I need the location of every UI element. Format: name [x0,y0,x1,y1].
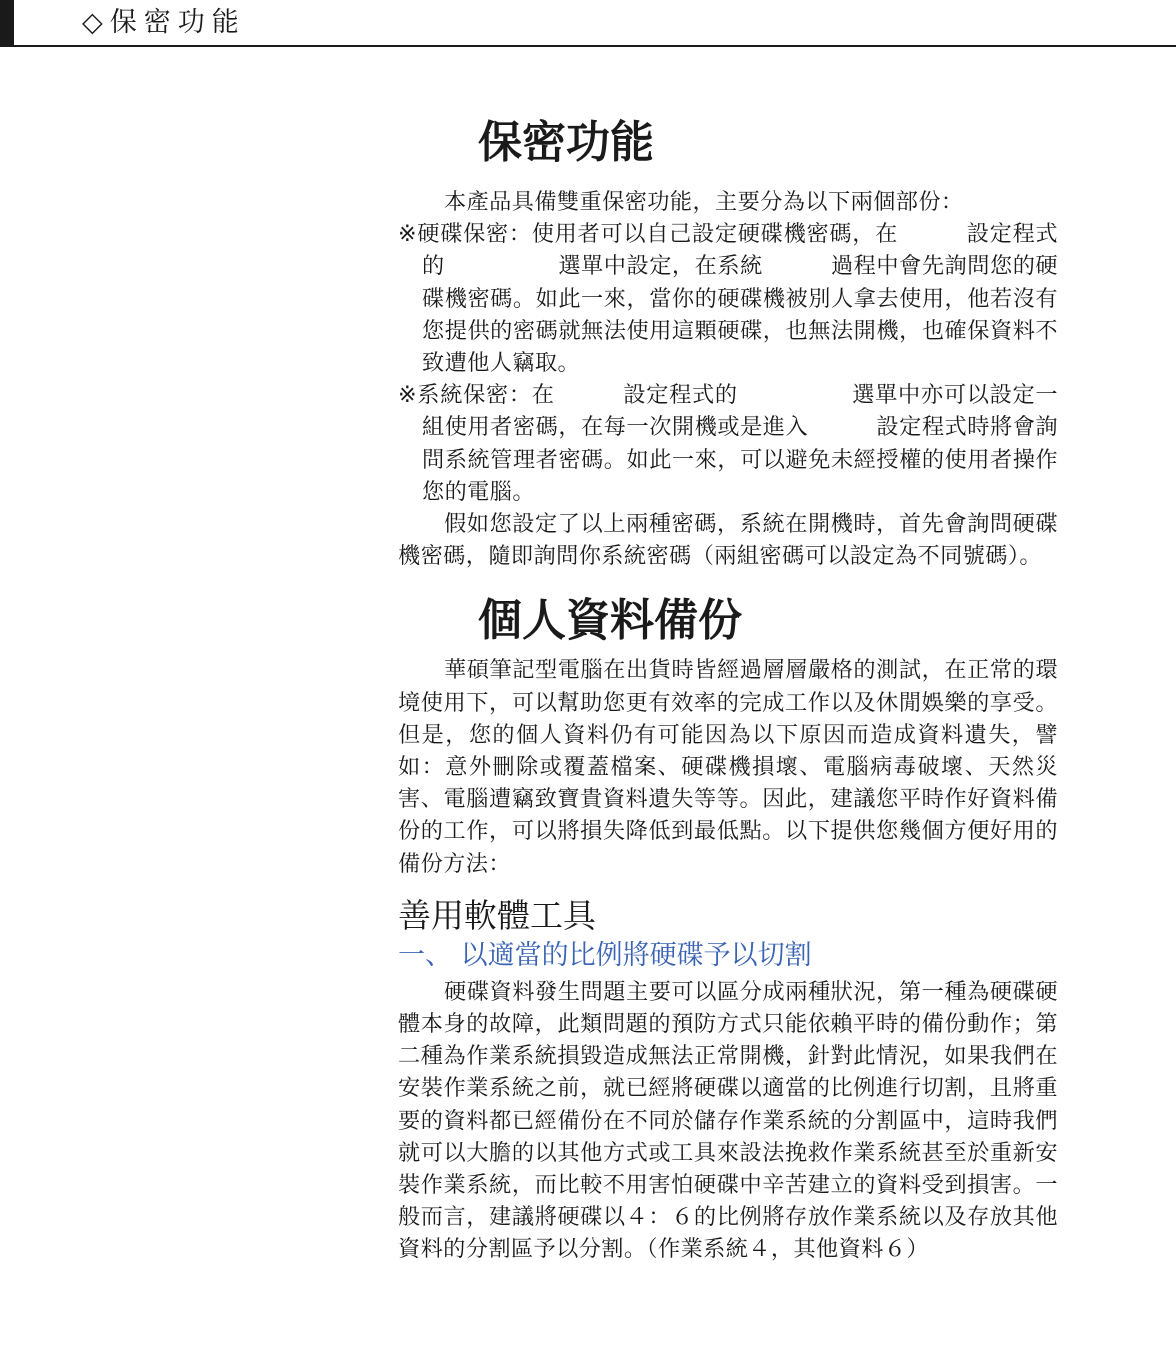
main-content [398,110,1058,1266]
section-title-security: 保密功能 [478,117,654,168]
note-hdd-password: ※硬碟保密：使用者可以自己設定硬碟機密碼，在 設定程式的 選單中設定，在系統 過程中會先詢問您的硬碟機密碼。如此一來，當你的硬碟機被別人拿去使用，他若沒有您提供的密碼就無法使用這顆硬碟，也無法開機，也確保資料不致遭他人竊取。 [398,221,1058,377]
item-title-partition: 一、 以適當的比例將硬碟予以切割 [398,939,812,971]
subsection-title-software: 善用軟體工具 [398,895,596,935]
header-marker [0,0,14,47]
security-intro: 本產品具備雙重保密功能，主要分為以下兩個部份： [444,189,964,215]
header-title: ◇保密功能 [82,7,246,38]
page-header [0,0,1176,47]
note-system-password: ※系統保密：在 設定程式的 選單中亦可以設定一組使用者密碼，在每一次開機或是進入 設定程式時將會詢問系統管理者密碼。如此一來，可以避免未經授權的使用者操作您的電腦。 [398,382,1058,505]
backup-intro: 華碩筆記型電腦在出貨時皆經過層層嚴格的測試，在正常的環境使用下，可以幫助您更有效率的完成工作以及休閒娛樂的享受。但是，您的個人資料仍有可能因為以下原因而造成資料遺失，譬如：意外刪除或覆蓋檔案、硬碟機損壞、電腦病毒破壞、天然災害、電腦遭竊致寶貴資料遺失等等。因此，建議您平時作好資料備份的工作，可以將損失降低到最低點。以下提供您幾個方便好用的備份方法： [398,657,1058,877]
partition-body: 硬碟資料發生問題主要可以區分成兩種狀況，第一種為硬碟硬體本身的故障，此類問題的預防方式只能依賴平時的備份動作；第二種為作業系統損毀造成無法正常開機，針對此情況，如果我們在安裝作業系統之前，就已經將硬碟以適當的比例進行切割，且將重要的資料都已經備份在不同於儲存作業系統的分割區中，這時我們就可以大膽的以其他方式或工具來設法挽救作業系統甚至於重新安裝作業系統，而比較不用害怕硬碟中辛苦建立的資料受到損害。一般而言，建議將硬碟以４：６的比例將存放作業系統以及存放其他資料的分割區予以分割。（作業系統４，其他資料６） [398,978,1058,1263]
security-closing: 假如您設定了以上兩種密碼，系統在開機時，首先會詢問硬碟機密碼，隨即詢問你系統密碼（兩組密碼可以設定為不同號碼）。 [398,511,1058,570]
section-title-backup: 個人資料備份 [478,595,742,647]
